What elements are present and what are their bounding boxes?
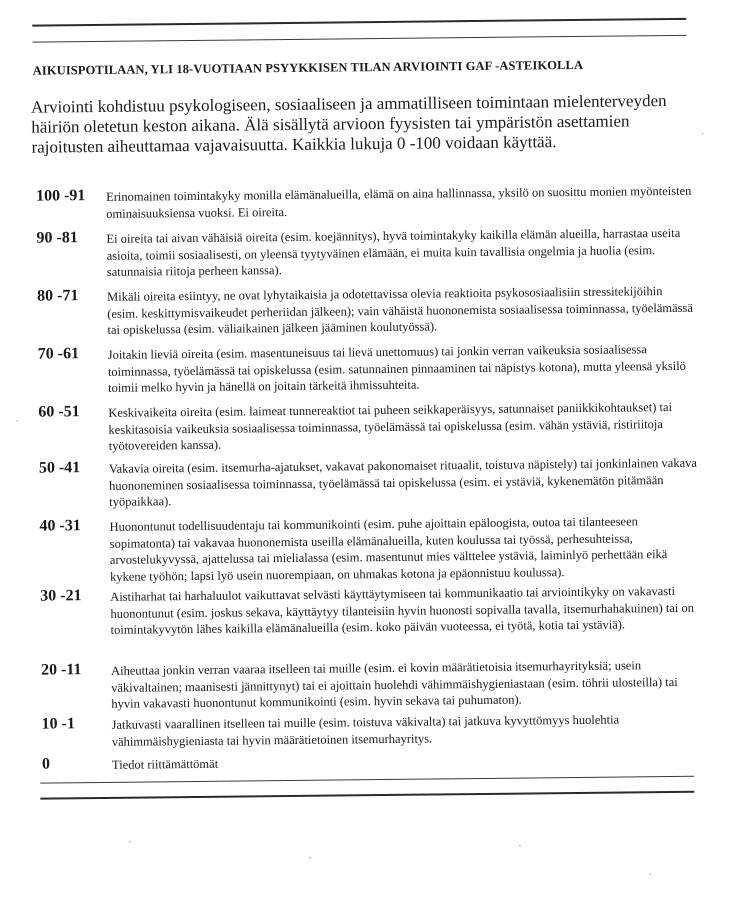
scan-speck bbox=[519, 845, 521, 847]
gaf-row bbox=[37, 339, 698, 395]
gaf-row bbox=[41, 749, 702, 773]
score-range: 100 -91 bbox=[35, 187, 86, 205]
gaf-row bbox=[40, 655, 701, 711]
gaf-row bbox=[38, 397, 698, 453]
score-description: Aistiharhat tai harhaluulot vaikuttavat selvästi käyttäytymiseen tai kommunikaatio tai arviointikyky on vakavasti huonontunut (esim. joskus sekava, käyttäytyy tilanteisiin hyvin huonosti sopivalla tavalla, itsemurhahakuinen) tai on toimintakyvytön lähes kaikilla elämänalueilla (esim. koko päivän vuoteessa, ei työtä, kotia tai ystäviä). bbox=[110, 583, 695, 637]
scan-speck bbox=[129, 841, 131, 843]
gaf-row bbox=[39, 511, 699, 584]
score-range: 70 -61 bbox=[37, 345, 80, 363]
gaf-row bbox=[37, 281, 697, 337]
score-description: Tiedot riittämättömät bbox=[111, 756, 219, 772]
score-description: Keskivaikeita oireita (esim. laimeat tunnereaktiot tai puheen seikkaperäisyys, satunnaiset paniikkikohtaukset) tai keskitasoisia vaikeuksia sosiaalisessa toiminnassa, työelämässä tai opiskelussa (esim. vähän ystäviä, ristiriitoja työtovereiden kanssa). bbox=[108, 399, 673, 453]
score-range: 20 -11 bbox=[40, 661, 82, 679]
score-range: 80 -71 bbox=[37, 287, 79, 305]
scan-speck bbox=[16, 420, 18, 422]
score-range: 60 -51 bbox=[38, 403, 80, 421]
score-description: Jatkuvasti vaarallinen itselleen tai muille (esim. toistuva väkivalta) tai jatkuva kyvyttömyys huolehtia vähimmäishygieniasta tai hyvin määrätietoinen itsemurhayritys. bbox=[111, 712, 620, 749]
gaf-row bbox=[35, 181, 696, 221]
score-range: 40 -31 bbox=[39, 517, 81, 535]
score-description: Mikäli oireita esiintyy, ne ovat lyhytaikaisia ja odotettavissa olevia reaktioita psykososiaalisiin stressitekijöihin (esim. keskittymisvaikeudet perheriidan jälkeen); vain vähäistä huononemista sosiaalisessa toiminnassa, työelämässä tai opiskelussa (esim. väliaikainen jälkeen jääminen koulutyössä). bbox=[107, 284, 693, 337]
scan-speck bbox=[701, 133, 703, 135]
score-range: 30 -21 bbox=[40, 587, 82, 605]
intro-paragraph: Arviointi kohdistuu psykologiseen, sosiaaliseen ja ammatilliseen toimintaan mielenterveyden häiriön oletetun keston aikana. Älä sisällytä arvioon fyysisten tai ympäristön asettamien rajoitusten aiheuttamaa vajavaisuutta. Kaikkia lukuja 0 -100 voidaan käyttää. bbox=[31, 91, 667, 157]
bottom-rule-lower bbox=[40, 791, 694, 800]
top-rule-lower bbox=[32, 35, 686, 43]
scan-speck bbox=[309, 857, 311, 859]
score-description: Joitakin lieviä oireita (esim. masentuneisuus tai lievä unettomuus) tai jonkin verran vaikeuksia sosiaalisessa toiminnassa, työelämässä tai opiskelussa (esim. satunnainen pinnaaminen tai näpistys kotona), mutta yleensä yksilö toimii melko hyvin ja hänellä on joitain tärkeitä ihmissuhteita. bbox=[107, 342, 686, 395]
score-description: Huonontunut todellisuudentaju tai kommunikointi (esim. puhe ajoittain epäloogista, outoa tai tilanteeseen sopimatonta) tai vakavaa huononemista useilla elämänalueilla, kuten koulussa tai työssä, perhesuhteissa, arvostelukyvyssä, ajattelussa tai mielialassa (esim. masentunut mies välttelee ystäviä, laiminlyö perhettään eikä kykene työhön; lapsi lyö usein nuorempiaan, on uhmakas kotona ja epäonnistuu koulussa). bbox=[109, 514, 668, 584]
score-range: 90 -81 bbox=[36, 229, 78, 247]
score-description: Vakavia oireita (esim. itsemurha-ajatukset, vakavat pakonomaiset rituaalit, toistuva näpistely) tai jonkinlainen vakava huononeminen sosiaalisessa toiminnassa, työelämässä tai opiskelussa (esim. ei ystäviä, kykenemätön pitämään työpaikkaa). bbox=[108, 455, 697, 509]
scan-speck bbox=[649, 873, 651, 875]
score-range: 10 -1 bbox=[41, 715, 76, 733]
score-description: Erinomainen toimintakyky monilla elämänalueilla, elämä on aina hallinnassa, yksilö on suosittu monien myönteisten ominaisuuksiensa vuoksi. Ei oireita. bbox=[105, 183, 692, 221]
score-description: Ei oireita tai aivan vähäisiä oireita (esim. koejännitys), hyvä toimintakyky kaikilla elämän alueilla, harrastaa useita asioita, toimii sosiaalisesti, on yleensä tyytyväinen elämään, ei muita kuin tavallisia ongelmia ja huolia (esim. satunnaisia riitoja perheen kanssa). bbox=[106, 225, 681, 279]
score-description: Aiheuttaa jonkin verran vaaraa itselleen tai muille (esim. ei kovin määrätietoisia itsemurhayrityksiä; usein väkivaltainen; maanisesti jännittynyt) tai ei ajoittain huolehdi vähimmäishygieniastaan (esim. töhrii ulosteilla) tai hyvin vakavasti huonontunut kommunikointi (esim. hyvin sekava tai puhumaton). bbox=[110, 658, 678, 711]
score-range: 50 -41 bbox=[38, 459, 81, 477]
bottom-rule-upper bbox=[40, 776, 694, 784]
document-title: AIKUISPOTILAAN, YLI 18-VUOTIAAN PSYYKKISEN TILAN ARVIOINTI GAF -ASTEIKOLLA bbox=[32, 57, 584, 78]
top-rule-upper bbox=[32, 18, 686, 27]
score-range: 0 bbox=[41, 755, 51, 773]
gaf-row bbox=[36, 223, 696, 279]
